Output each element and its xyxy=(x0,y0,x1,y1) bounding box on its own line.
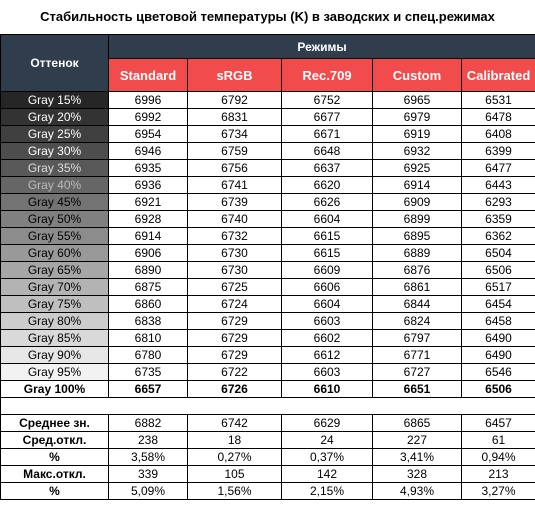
table-row xyxy=(1,109,535,126)
value-cell: 6443 xyxy=(462,177,535,194)
value-cell: 6531 xyxy=(462,92,535,109)
value-cell: 6729 xyxy=(188,313,282,330)
mode-header-custom: Custom xyxy=(373,59,462,92)
value-cell: 6925 xyxy=(373,160,462,177)
table-row xyxy=(1,279,535,296)
value-cell: 6362 xyxy=(462,228,535,245)
stat-value-cell: 3,27% xyxy=(462,483,535,500)
value-cell: 6615 xyxy=(282,228,373,245)
value-cell: 6729 xyxy=(188,330,282,347)
value-cell: 6838 xyxy=(109,313,188,330)
stat-value-cell: 24 xyxy=(282,432,373,449)
value-cell: 6844 xyxy=(373,296,462,313)
stat-label: Макс.откл. xyxy=(1,466,109,483)
value-cell: 6992 xyxy=(109,109,188,126)
value-cell: 6861 xyxy=(373,279,462,296)
value-cell: 6890 xyxy=(109,262,188,279)
table-row xyxy=(1,160,535,177)
value-cell: 6935 xyxy=(109,160,188,177)
shade-label: Gray 35% xyxy=(1,160,109,177)
value-cell: 6620 xyxy=(282,177,373,194)
value-cell: 6359 xyxy=(462,211,535,228)
stat-value-cell: 61 xyxy=(462,432,535,449)
value-cell: 6671 xyxy=(282,126,373,143)
value-cell: 6615 xyxy=(282,245,373,262)
value-cell: 6408 xyxy=(462,126,535,143)
value-cell: 6454 xyxy=(462,296,535,313)
value-cell: 6965 xyxy=(373,92,462,109)
value-cell: 6919 xyxy=(373,126,462,143)
value-cell: 6928 xyxy=(109,211,188,228)
table-row xyxy=(1,126,535,143)
mode-header-rec709: Rec.709 xyxy=(282,59,373,92)
shade-label: Gray 80% xyxy=(1,313,109,330)
value-cell: 6490 xyxy=(462,330,535,347)
stat-value-cell: 0,27% xyxy=(188,449,282,466)
shade-label: Gray 45% xyxy=(1,194,109,211)
stat-value-cell: 3,41% xyxy=(373,449,462,466)
stat-value-cell: 2,15% xyxy=(282,483,373,500)
stat-value-cell: 339 xyxy=(109,466,188,483)
value-cell: 6752 xyxy=(282,92,373,109)
stat-value-cell: 142 xyxy=(282,466,373,483)
value-cell: 6730 xyxy=(188,262,282,279)
stat-value-cell: 4,93% xyxy=(373,483,462,500)
value-cell: 6914 xyxy=(109,228,188,245)
spacer-cell xyxy=(1,398,535,415)
shade-label: Gray 90% xyxy=(1,347,109,364)
table-title: Стабильность цветовой температуры (K) в заводских и спец.режимах xyxy=(40,9,495,24)
value-cell: 6506 xyxy=(462,262,535,279)
value-cell: 6875 xyxy=(109,279,188,296)
value-cell: 6504 xyxy=(462,245,535,262)
value-cell: 6996 xyxy=(109,92,188,109)
table-row xyxy=(1,347,535,364)
value-cell: 6946 xyxy=(109,143,188,160)
value-cell: 6626 xyxy=(282,194,373,211)
value-cell: 6932 xyxy=(373,143,462,160)
value-cell: 6604 xyxy=(282,296,373,313)
stat-value-cell: 6629 xyxy=(282,415,373,432)
value-cell: 6606 xyxy=(282,279,373,296)
value-cell: 6979 xyxy=(373,109,462,126)
table-row xyxy=(1,330,535,347)
value-cell: 6936 xyxy=(109,177,188,194)
stat-value-cell: 6882 xyxy=(109,415,188,432)
stat-label: % xyxy=(1,449,109,466)
value-cell: 6478 xyxy=(462,109,535,126)
shade-label: Gray 30% xyxy=(1,143,109,160)
value-cell: 6824 xyxy=(373,313,462,330)
value-cell: 6954 xyxy=(109,126,188,143)
value-cell: 6609 xyxy=(282,262,373,279)
shade-label: Gray 15% xyxy=(1,92,109,109)
value-cell: 6831 xyxy=(188,109,282,126)
table-row xyxy=(1,245,535,262)
stat-value-cell: 5,09% xyxy=(109,483,188,500)
value-cell: 6732 xyxy=(188,228,282,245)
stat-value-cell: 227 xyxy=(373,432,462,449)
value-cell: 6889 xyxy=(373,245,462,262)
mode-header-calibrated: Calibrated xyxy=(462,59,535,92)
value-cell: 6921 xyxy=(109,194,188,211)
value-cell: 6729 xyxy=(188,347,282,364)
shade-label: Gray 100% xyxy=(1,381,109,398)
value-cell: 6724 xyxy=(188,296,282,313)
value-cell: 6546 xyxy=(462,364,535,381)
shade-label: Gray 65% xyxy=(1,262,109,279)
gray-rows xyxy=(1,92,535,398)
shade-label: Gray 25% xyxy=(1,126,109,143)
stat-value-cell: 238 xyxy=(109,432,188,449)
shade-label: Gray 75% xyxy=(1,296,109,313)
stat-row xyxy=(1,466,535,483)
value-cell: 6399 xyxy=(462,143,535,160)
value-cell: 6727 xyxy=(373,364,462,381)
stat-value-cell: 18 xyxy=(188,432,282,449)
stat-row xyxy=(1,432,535,449)
value-cell: 6759 xyxy=(188,143,282,160)
value-cell: 6771 xyxy=(373,347,462,364)
value-cell: 6506 xyxy=(462,381,535,398)
stats-rows xyxy=(1,415,535,500)
table-row xyxy=(1,228,535,245)
shade-label: Gray 70% xyxy=(1,279,109,296)
value-cell: 6797 xyxy=(373,330,462,347)
shade-label: Gray 60% xyxy=(1,245,109,262)
value-cell: 6603 xyxy=(282,364,373,381)
stat-value-cell: 6865 xyxy=(373,415,462,432)
value-cell: 6648 xyxy=(282,143,373,160)
value-cell: 6810 xyxy=(109,330,188,347)
value-cell: 6914 xyxy=(373,177,462,194)
value-cell: 6637 xyxy=(282,160,373,177)
value-cell: 6293 xyxy=(462,194,535,211)
value-cell: 6490 xyxy=(462,347,535,364)
shade-label: Gray 40% xyxy=(1,177,109,194)
stat-value-cell: 213 xyxy=(462,466,535,483)
stat-row xyxy=(1,415,535,432)
value-cell: 6612 xyxy=(282,347,373,364)
value-cell: 6477 xyxy=(462,160,535,177)
stat-value-cell: 328 xyxy=(373,466,462,483)
stat-row xyxy=(1,449,535,466)
value-cell: 6792 xyxy=(188,92,282,109)
value-cell: 6610 xyxy=(282,381,373,398)
value-cell: 6895 xyxy=(373,228,462,245)
stat-value-cell: 6742 xyxy=(188,415,282,432)
value-cell: 6735 xyxy=(109,364,188,381)
spacer-row xyxy=(1,398,535,415)
value-cell: 6756 xyxy=(188,160,282,177)
value-cell: 6780 xyxy=(109,347,188,364)
table-row xyxy=(1,177,535,194)
table-row xyxy=(1,143,535,160)
stat-row xyxy=(1,483,535,500)
stat-value-cell: 0,94% xyxy=(462,449,535,466)
value-cell: 6734 xyxy=(188,126,282,143)
value-cell: 6906 xyxy=(109,245,188,262)
value-cell: 6603 xyxy=(282,313,373,330)
value-cell: 6722 xyxy=(188,364,282,381)
shade-label: Gray 95% xyxy=(1,364,109,381)
stat-value-cell: 1,56% xyxy=(188,483,282,500)
value-cell: 6458 xyxy=(462,313,535,330)
table-row xyxy=(1,313,535,330)
value-cell: 6726 xyxy=(188,381,282,398)
value-cell: 6730 xyxy=(188,245,282,262)
shade-label: Gray 55% xyxy=(1,228,109,245)
shade-column-header: Оттенок xyxy=(1,35,109,92)
value-cell: 6909 xyxy=(373,194,462,211)
table-row xyxy=(1,92,535,109)
value-cell: 6860 xyxy=(109,296,188,313)
value-cell: 6876 xyxy=(373,262,462,279)
table-row xyxy=(1,194,535,211)
stat-value-cell: 0,37% xyxy=(282,449,373,466)
value-cell: 6604 xyxy=(282,211,373,228)
value-cell: 6651 xyxy=(373,381,462,398)
table-row xyxy=(1,211,535,228)
mode-header-standard: Standard xyxy=(109,59,188,92)
modes-group-header: Режимы xyxy=(109,35,535,59)
shade-label: Gray 20% xyxy=(1,109,109,126)
value-cell: 6725 xyxy=(188,279,282,296)
value-cell: 6739 xyxy=(188,194,282,211)
stat-label: Сред.откл. xyxy=(1,432,109,449)
shade-label: Gray 50% xyxy=(1,211,109,228)
mode-header-srgb: sRGB xyxy=(188,59,282,92)
table-row xyxy=(1,296,535,313)
stat-label: % xyxy=(1,483,109,500)
value-cell: 6741 xyxy=(188,177,282,194)
value-cell: 6657 xyxy=(109,381,188,398)
table-row xyxy=(1,381,535,398)
stat-value-cell: 105 xyxy=(188,466,282,483)
color-temperature-table xyxy=(0,34,535,500)
value-cell: 6602 xyxy=(282,330,373,347)
shade-label: Gray 85% xyxy=(1,330,109,347)
value-cell: 6740 xyxy=(188,211,282,228)
stat-value-cell: 6457 xyxy=(462,415,535,432)
table-row xyxy=(1,262,535,279)
value-cell: 6677 xyxy=(282,109,373,126)
stat-value-cell: 3,58% xyxy=(109,449,188,466)
value-cell: 6899 xyxy=(373,211,462,228)
value-cell: 6517 xyxy=(462,279,535,296)
table-row xyxy=(1,364,535,381)
stat-label: Среднее зн. xyxy=(1,415,109,432)
